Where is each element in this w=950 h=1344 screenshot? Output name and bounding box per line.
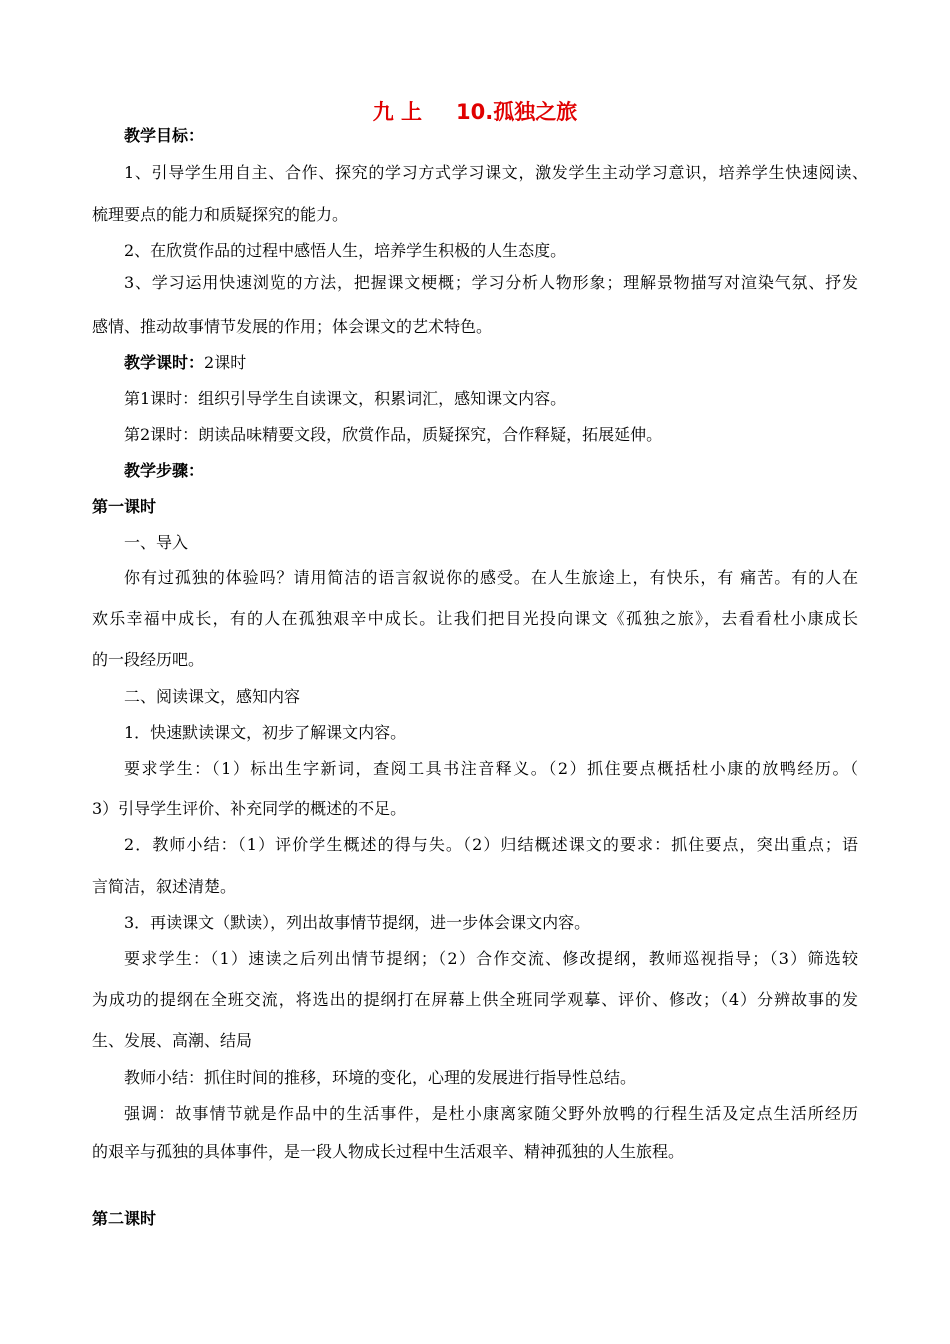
objective-3-line-1: 3、学习运用快速浏览的方法，把握课文梗概；学习分析人物形象；理解景物描写对渲染气氛、抒发 [124,273,858,292]
intro-line-1: 你有过孤独的体验吗？请用简洁的语言叙说你的感受。在人生旅途上，有快乐，有 痛苦。有的人在 [124,568,858,587]
intro-line-2: 欢乐幸福中成长，有的人在孤独艰辛中成长。让我们把目光投向课文《孤独之旅》，去看看杜小康成长 [92,609,858,628]
step-1-requirement-line-1: 要求学生：（1）标出生字新词，查阅工具书注音释义。（2）抓住要点概括杜小康的放鸭经历。（ [124,759,858,778]
objective-3-line-2: 感情、推动故事情节发展的作用；体会课文的艺术特色。 [92,317,493,336]
lesson-1-heading: 第一课时 [92,497,157,516]
periods-heading: 教学课时： [124,353,205,372]
step-1-requirement-line-2: 3）引导学生评价、补充同学的概述的不足。 [92,799,407,818]
steps-heading: 教学步骤： [124,461,205,480]
step-3: 3．再读课文（默读），列出故事情节提纲，进一步体会课文内容。 [124,913,591,932]
step-2-line-2: 言简洁，叙述清楚。 [92,877,237,896]
objective-2: 2、在欣赏作品的过程中感悟人生，培养学生积极的人生态度。 [124,241,567,260]
objective-1-line-1: 1、引导学生用自主、合作、探究的学习方式学习课文，激发学生主动学习意识，培养学生快速阅读、 [124,163,868,182]
period-2: 第2课时：朗读品味精要文段，欣赏作品，质疑探究，合作释疑，拓展延伸。 [124,425,663,444]
step-3-requirement-line-1: 要求学生：（1）速读之后列出情节提纲；（2）合作交流、修改提纲，教师巡视指导；（3）筛选较 [124,949,858,968]
objective-1-line-2: 梳理要点的能力和质疑探究的能力。 [92,205,349,224]
step-1: 1．快速默读课文，初步了解课文内容。 [124,723,407,742]
reading-heading: 二、阅读课文，感知内容 [124,687,301,706]
objectives-heading: 教学目标： [124,126,205,145]
document-title [0,98,950,126]
periods-count: 2课时 [204,353,247,372]
step-3-requirement-line-3: 生、发展、高潮、结局 [92,1031,253,1050]
intro-heading: 一、导入 [124,533,189,552]
periods-line [124,352,894,374]
period-1: 第1课时：组织引导学生自读课文，积累词汇，感知课文内容。 [124,389,567,408]
lesson-2-heading: 第二课时 [92,1209,157,1228]
step-3-requirement-line-2: 为成功的提纲在全班交流，将选出的提纲打在屏幕上供全班同学观摹、评价、修改；（4）分辨故事的发 [92,990,858,1009]
emphasis-line-2: 的艰辛与孤独的具体事件，是一段人物成长过程中生活艰辛、精神孤独的人生旅程。 [92,1142,685,1161]
emphasis-line-1: 强调：故事情节就是作品中的生活事件，是杜小康离家随父野外放鸭的行程生活及定点生活所经历 [124,1104,858,1123]
step-2-line-1: 2．教师小结：（1）评价学生概述的得与失。（2）归结概述课文的要求：抓住要点，突出重点；语 [124,835,858,854]
title-grade: 九 上 [372,100,423,124]
teacher-summary: 教师小结：抓住时间的推移，环境的变化，心理的发展进行指导性总结。 [124,1068,637,1087]
title-lesson: 10.孤独之旅 [456,100,578,124]
intro-line-3: 的一段经历吧。 [92,650,205,669]
